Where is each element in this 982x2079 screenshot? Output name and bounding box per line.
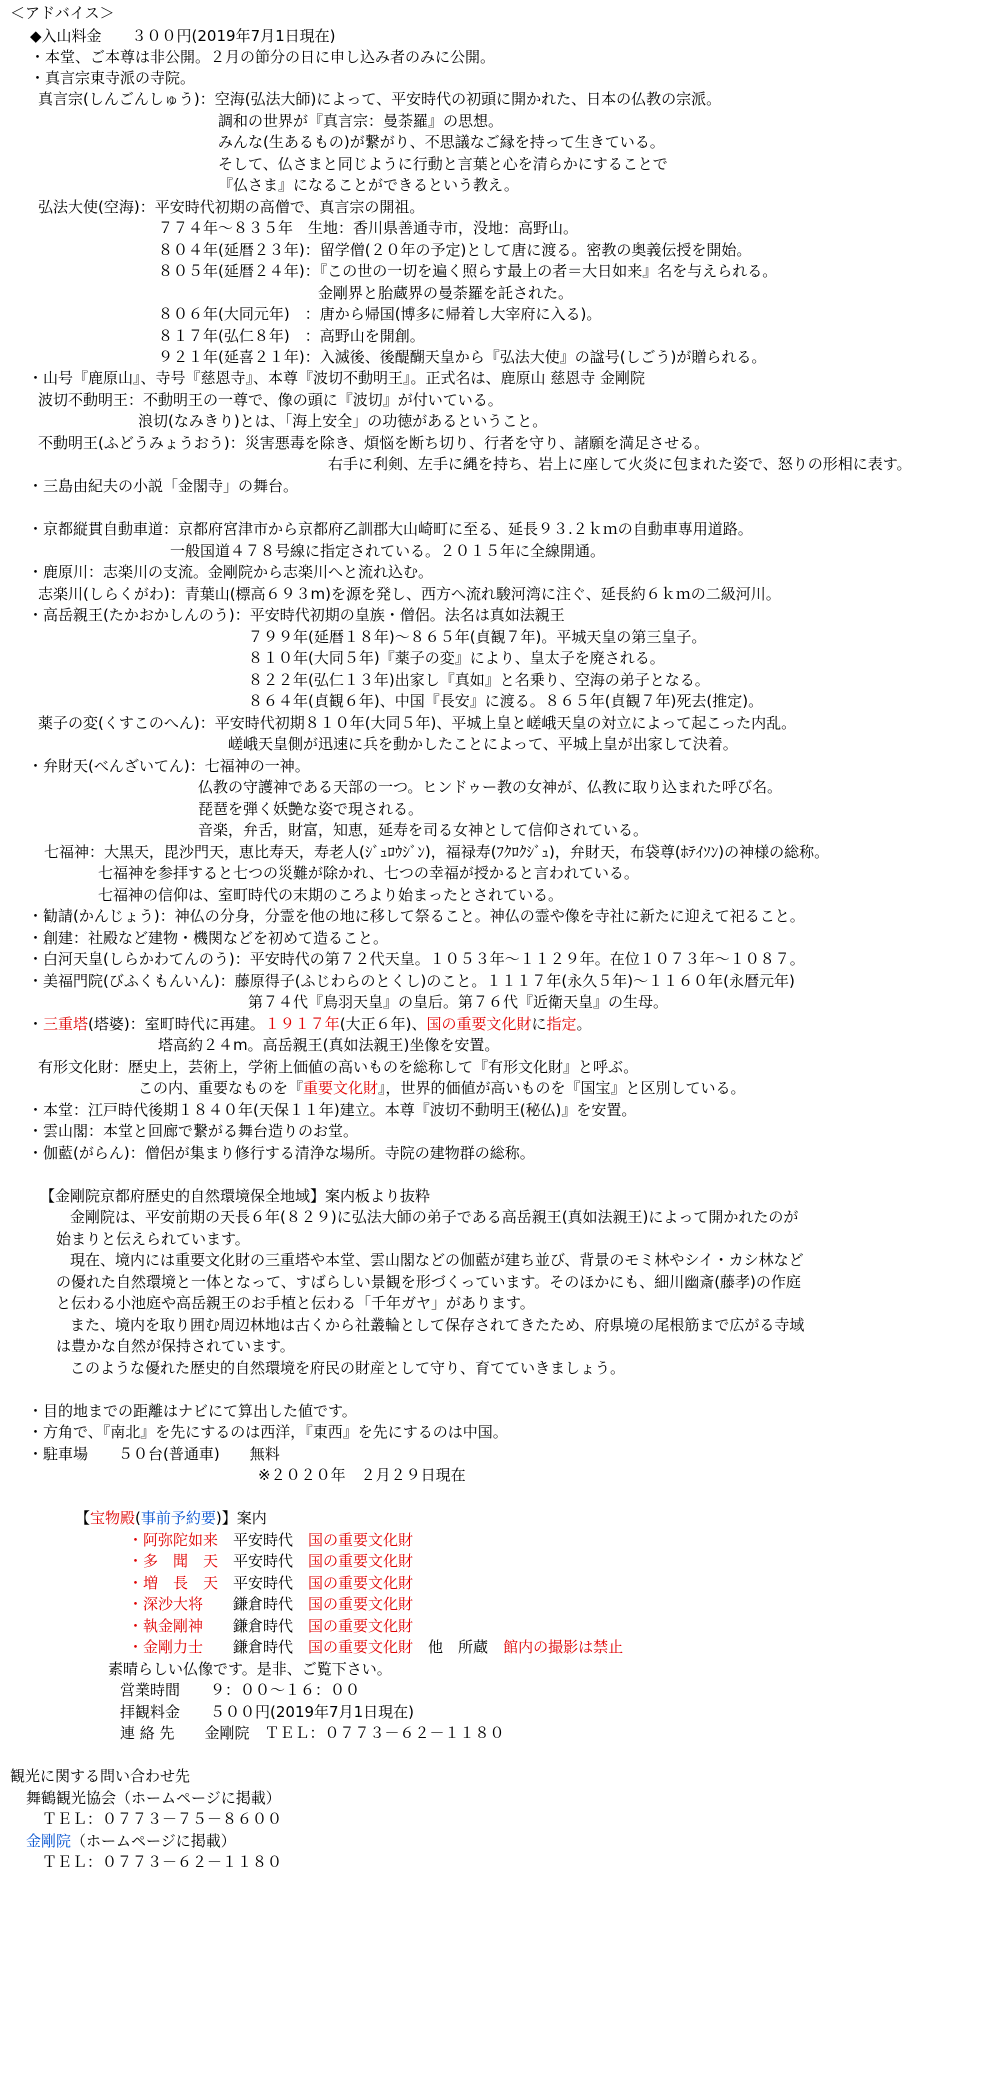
text-segment: みんな(生あるもの)が繋がり、不思議なご縁を持って生きている。	[218, 133, 665, 151]
text-segment: (塔婆)：室町時代に再建。	[88, 1015, 265, 1033]
highlighted-text: 指定	[546, 1015, 577, 1033]
highlighted-text: 国の重要文化財	[308, 1595, 414, 1613]
advice-item	[28, 606, 565, 624]
text-segment: 有形文化財：歴史上，芸術上，学術上価値の高いものを総称して『有形文化財』と呼ぶ。	[38, 1058, 639, 1076]
text-segment: ８０５年(延暦２４年)：『この世の一切を遍く照らす最上の者＝大日如来』名を与えられる。	[158, 262, 778, 280]
text-segment: 素晴らしい仏像です。是非、ご覧下さい。	[108, 1660, 392, 1678]
highlighted-text: 国の重要文化財	[308, 1574, 414, 1592]
term-definition	[38, 391, 503, 409]
text-segment: ・鹿原川：志楽川の支流。金剛院から志楽川へと流れ込む。	[28, 563, 434, 581]
highlighted-text: 国の重要文化財	[308, 1531, 414, 1549]
text-segment: ・伽藍(がらん)：僧侶が集まり修行する清浄な場所。寺院の建物群の総称。	[28, 1144, 535, 1162]
text-segment: ７９９年(延暦１８年)～８６５年(貞観７年)。平城天皇の第三皇子。	[248, 628, 707, 646]
highlighted-text: ・深沙大将	[128, 1595, 204, 1613]
definition-line	[218, 176, 519, 194]
contact-org	[26, 1832, 236, 1850]
definition-line	[138, 1079, 746, 1097]
treasure-hall-heading	[75, 1509, 267, 1527]
text-segment: 他 所蔵	[413, 1638, 504, 1656]
admission-fee	[120, 1703, 414, 1721]
definition-line	[218, 155, 668, 173]
advice-item	[30, 48, 495, 66]
text-segment: 琵琶を弾く妖艶な姿で現される。	[198, 800, 424, 818]
text-segment: 音楽，弁舌，財富，知恵，延寿を司る女神として信仰されている。	[198, 821, 649, 839]
text-segment: (大正６年)、	[339, 1015, 427, 1033]
text-segment: 始まりと伝えられています。	[56, 1230, 250, 1248]
highlighted-text: 三重塔	[43, 1015, 89, 1033]
link-text[interactable]: 事前予約要	[140, 1509, 216, 1527]
text-segment: 平安時代	[218, 1552, 309, 1570]
text-segment: 不動明王(ふどうみょうおう)：災害悪毒を除き、煩悩を断ち切り、行者を守り、諸願を満足させる。	[38, 434, 710, 452]
text-segment: 。	[576, 1015, 592, 1033]
text-segment: ・勧請(かんじょう)：神仏の分身，分霊を他の地に移して祭ること。神仏の霊や像を寺社に新たに迎えて祀ること。	[28, 907, 805, 925]
text-segment: ・駐車場 ５０台(普通車) 無料	[28, 1445, 280, 1463]
text-segment: また、境内を取り囲む周辺林地は古くから社叢輪として保存されてきたため、府県境の尾根筋まで広がる寺域	[70, 1316, 805, 1334]
text-segment: 【	[75, 1509, 91, 1527]
text-segment: 』，世界的価値が高いものを『国宝』と区別している。	[378, 1079, 746, 1097]
text-segment: 塔高約２４m。高岳親王(真如法親王)坐像を安置。	[158, 1036, 500, 1054]
text-segment: ８１７年(弘仁８年) ：高野山を開創。	[158, 327, 425, 345]
term-definition	[38, 90, 721, 108]
text-segment: 調和の世界が『真言宗：曼荼羅』の思想。	[218, 112, 504, 130]
definition-line	[98, 886, 563, 904]
text-segment: 【金剛院京都府歴史的自然環境保全地域】案内板より抜粋	[40, 1187, 431, 1205]
text-segment: ８０６年(大同元年) ：唐から帰国(博多に帰着し大宰府に入る)。	[158, 305, 602, 323]
text-segment: に	[531, 1015, 547, 1033]
text-segment: ・京都縦貫自動車道：京都府宮津市から京都府乙訓郡大山崎町に至る、延長９３.２ｋｍの自動車専用道路。	[28, 520, 753, 538]
text-segment: ・目的地までの距離はナビにて算出した値です。	[28, 1402, 357, 1420]
text-segment: ・真言宗東寺派の寺院。	[30, 69, 196, 87]
definition-line	[218, 112, 503, 130]
advice-item	[28, 1144, 535, 1162]
highlighted-text: １９１７年	[264, 1015, 340, 1033]
contact-org	[26, 1789, 281, 1807]
advice-item	[28, 563, 433, 581]
advice-item	[28, 1101, 636, 1119]
contact-info	[120, 1724, 505, 1742]
text-segment: は豊かな自然が保持されています。	[56, 1337, 295, 1355]
text-segment: そして、仏さまと同じように行動と言葉と心を清らかにすることで	[218, 155, 668, 173]
definition-line	[138, 412, 547, 430]
text-segment: 平安時代	[218, 1531, 309, 1549]
definition-line	[198, 800, 423, 818]
text-segment: と伝わる小池庭や高岳親王のお手植と伝わる「千年ガヤ」があります。	[56, 1294, 535, 1312]
advice-item	[28, 369, 645, 387]
text-segment: 連 絡 先 金剛院 ＴＥＬ：０７７３－６２－１１８０	[120, 1724, 505, 1742]
text-segment: ＜アドバイス＞	[10, 4, 115, 22]
advice-item	[28, 1402, 357, 1420]
text-segment: ＴＥＬ：０７７３－７５－８６００	[42, 1810, 283, 1828]
text-segment: 鎌倉時代	[203, 1617, 309, 1635]
text-segment: )】案内	[215, 1509, 267, 1527]
text-segment: ・本堂：江戸時代後期１８４０年(天保１１年)建立。本尊『波切不動明王(秘仏)』を安置。	[28, 1101, 637, 1119]
text-segment: 舞鶴観光協会（ホームページに掲載）	[26, 1789, 281, 1807]
text-segment: ・三島由紀夫の小説「金閣寺」の舞台。	[28, 477, 299, 495]
definition-line	[228, 735, 738, 753]
section-heading	[10, 4, 115, 22]
text-segment: ・美福門院(びふくもんいん)：藤原得子(ふじわらのとくし)のこと。１１１７年(永久５年)～１１６０年(永暦元年)	[28, 972, 795, 990]
definition-line	[198, 821, 648, 839]
definition-line	[328, 455, 912, 473]
quote-paragraph	[56, 1273, 801, 1291]
highlighted-text: 宝物殿	[90, 1509, 136, 1527]
highlighted-text: 国の重要文化財	[308, 1638, 414, 1656]
text-segment: 一般国道４７８号線に指定されている。２０１５年に全線開通。	[170, 542, 606, 560]
text-segment: ８２２年(弘仁１３年)出家し『真如』と名乗り、空海の弟子となる。	[248, 671, 710, 689]
text-segment: 鎌倉時代	[203, 1638, 309, 1656]
term-definition	[44, 843, 829, 861]
definition-line	[170, 542, 605, 560]
parking-info	[28, 1445, 280, 1463]
term-definition	[38, 198, 424, 216]
highlighted-text: ・金剛力士	[128, 1638, 204, 1656]
text-segment: 七福神の信仰は、室町時代の末期のころより始まったとされている。	[98, 886, 564, 904]
text-segment: 真言宗(しんごんしゅう)：空海(弘法大師)によって、平安時代の初頭に開かれた、日本の仏教の宗派。	[38, 90, 722, 108]
definition-line	[248, 671, 710, 689]
text-segment: ８６４年(貞観６年)、中国『長安』に渡る。８６５年(貞観７年)死去(推定)。	[248, 692, 764, 710]
treasure-item	[128, 1552, 413, 1570]
definition-line	[198, 778, 782, 796]
text-segment: 『仏さま』になることができるという教え。	[218, 176, 519, 194]
contact-tel	[42, 1810, 282, 1828]
text-segment: 仏教の守護神である天部の一つ。ヒンドゥー教の女神が、仏教に取り込まれた呼び名。	[198, 778, 783, 796]
text-segment: 平安時代	[218, 1574, 309, 1592]
text-segment: 拝観料金 ５００円(2019年7月1日現在)	[120, 1703, 414, 1721]
text-segment: ※２０２０年 ２月２９日現在	[258, 1466, 466, 1484]
text-segment: ・本堂、ご本尊は非公開。２月の節分の日に申し込み者のみに公開。	[30, 48, 496, 66]
text-segment: 観光に関する問い合わせ先	[10, 1767, 191, 1785]
text-segment: 金剛界と胎蔵界の曼荼羅を託された。	[318, 284, 574, 302]
text-segment: の優れた自然環境と一体となって、すばらしい景観を形づくっています。そのほかにも、細川幽斎(藤孝)の作庭	[56, 1273, 801, 1291]
text-segment: 志楽川(しらくがわ)：青葉山(標高６９３m)を源を発し、西方へ流れ駿河湾に注ぐ、延長約６ｋｍの二級河川。	[38, 585, 781, 603]
text-segment: ・創建：社殿など建物・機関などを初めて造ること。	[28, 929, 389, 947]
advice-item	[28, 972, 795, 990]
text-segment: この内、重要なものを『	[138, 1079, 304, 1097]
advice-item	[28, 950, 805, 968]
definition-line	[248, 628, 706, 646]
treasure-item	[128, 1595, 413, 1613]
text-segment: ８０４年(延暦２３年)：留学僧(２０年の予定)として唐に渡る。密教の奥義伝授を開始。	[158, 241, 752, 259]
definition-line	[158, 219, 578, 237]
text-segment: 右手に利剣、左手に縄を持ち、岩上に座して火炎に包まれた姿で、怒りの形相に表す。	[328, 455, 912, 473]
text-segment: 七福神を参拝すると七つの災難が除かれ、七つの幸福が授かると言われている。	[98, 864, 639, 882]
text-segment: ・方角で、『南北』を先にするのは西洋，『東西』を先にするのは中国。	[28, 1423, 508, 1441]
text-segment: ・高岳親王(たかおかしんのう)：平安時代初期の皇族・僧侶。法名は真如法親王	[28, 606, 565, 624]
treasure-item	[128, 1638, 623, 1656]
term-definition	[38, 714, 796, 732]
text-segment: 第７４代『鳥羽天皇』の皇后。第７６代『近衛天皇』の生母。	[248, 993, 669, 1011]
definition-line	[158, 348, 766, 366]
opening-hours	[120, 1681, 360, 1699]
text-segment: 薬子の変(くすこのへん)：平安時代初期８１０年(大同５年)、平城上皇と嵯峨天皇の対立によって起こった内乱。	[38, 714, 797, 732]
term-definition	[38, 1058, 638, 1076]
text-segment: 営業時間 ９：００～１６：００	[120, 1681, 361, 1699]
text-segment: 七福神：大黒天，毘沙門天，恵比寿天，寿老人(ｼﾞｭﾛｳｼﾞﾝ)，福禄寿(ﾌｸﾛｸｼﾞｭ)，弁財天，布袋尊(ﾎﾃｲｿﾝ)の神様の総称。	[44, 843, 830, 861]
term-definition	[38, 585, 781, 603]
text-segment: 金剛院は、平安前期の天長６年(８２９)に弘法大師の弟子である高岳親王(真如法親王)によって開かれたのが	[70, 1208, 799, 1226]
definition-line	[98, 864, 639, 882]
text-segment: 現在、境内には重要文化財の三重塔や本堂、雲山閣などの伽藍が建ち並び、背景のモミ林やシイ・カシ林など	[70, 1251, 804, 1269]
admission-fee	[30, 27, 336, 45]
advice-item	[28, 1423, 508, 1441]
quote-paragraph	[70, 1251, 804, 1269]
advice-item	[30, 69, 195, 87]
text-segment: (	[135, 1509, 141, 1527]
definition-line	[158, 327, 425, 345]
quote-paragraph	[56, 1294, 535, 1312]
highlighted-text: 国の重要文化財	[308, 1617, 414, 1635]
highlighted-text: ・増 長 天	[128, 1574, 219, 1592]
highlighted-text: 館内の撮影は禁止	[503, 1638, 624, 1656]
treasure-item	[128, 1574, 413, 1592]
advice-item	[28, 1122, 358, 1140]
contact-tel	[42, 1853, 282, 1871]
highlighted-text: 国の重要文化財	[308, 1552, 414, 1570]
text-segment: 波切不動明王：不動明王の一尊で、像の頭に『波切』が付いている。	[38, 391, 503, 409]
as-of-date	[258, 1466, 466, 1484]
text-segment: 浪切(なみきり)とは、「海上安全」の功徳があるということ。	[138, 412, 548, 430]
advice-item	[28, 477, 298, 495]
quote-paragraph	[56, 1337, 295, 1355]
pagoda-item	[28, 1015, 592, 1033]
text-segment: （ホームページに掲載）	[71, 1832, 236, 1850]
quote-paragraph	[70, 1208, 798, 1226]
term-definition	[38, 434, 709, 452]
advice-item	[28, 520, 753, 538]
text-segment: ８１０年(大同５年)『薬子の変』により、皇太子を廃される。	[248, 649, 665, 667]
highlighted-text: ・阿弥陀如来	[128, 1531, 219, 1549]
advice-item	[28, 757, 310, 775]
text-segment: ・白河天皇(しらかわてんのう)：平安時代の第７２代天皇。１０５３年～１１２９年。在位１０７３年～１０８７。	[28, 950, 805, 968]
text-segment: ＴＥＬ：０７７３－６２－１１８０	[42, 1853, 283, 1871]
quote-paragraph	[56, 1230, 250, 1248]
text-segment: 嵯峨天皇側が迅速に兵を動かしたことによって、平城上皇が出家して決着。	[228, 735, 738, 753]
highlighted-text: ・多 聞 天	[128, 1552, 219, 1570]
text-segment: ◆入山料金 ３００円(2019年7月1日現在)	[30, 27, 336, 45]
text-segment: ・山号『鹿原山』、寺号『慈恩寺』、本尊『波切不動明王』。正式名は、鹿原山 慈恩寺 金剛院	[28, 369, 646, 387]
highlighted-text: ・執金剛神	[128, 1617, 204, 1635]
text-segment: 鎌倉時代	[203, 1595, 309, 1613]
definition-line	[158, 241, 751, 259]
definition-line	[248, 993, 668, 1011]
definition-line	[158, 1036, 499, 1054]
treasure-item	[128, 1531, 413, 1549]
definition-line	[248, 649, 665, 667]
advice-item	[28, 929, 388, 947]
text-segment: ・弁財天(べんざいてん)：七福神の一神。	[28, 757, 310, 775]
quote-paragraph	[70, 1359, 625, 1377]
inquiry-heading	[10, 1767, 190, 1785]
quote-title	[40, 1187, 430, 1205]
highlighted-text: 国の重要文化財	[426, 1015, 532, 1033]
definition-line	[248, 692, 763, 710]
text-segment: ９２１年(延喜２１年)：入滅後、後醍醐天皇から『弘法大使』の諡号(しごう)が贈られる。	[158, 348, 767, 366]
definition-line	[158, 262, 777, 280]
link-text[interactable]: 金剛院	[26, 1832, 72, 1850]
quote-paragraph	[70, 1316, 804, 1334]
definition-line	[318, 284, 573, 302]
text-segment: このような優れた歴史的自然環境を府民の財産として守り、育てていきましょう。	[70, 1359, 626, 1377]
treasure-item	[128, 1617, 413, 1635]
advice-item	[28, 907, 805, 925]
text-segment: ・雲山閣：本堂と回廊で繋がる舞台造りのお堂。	[28, 1122, 359, 1140]
definition-line	[218, 133, 665, 151]
text-segment: 弘法大使(空海)：平安時代初期の高僧で、真言宗の開祖。	[38, 198, 425, 216]
highlighted-text: 重要文化財	[303, 1079, 379, 1097]
treasure-note	[108, 1660, 392, 1678]
text-segment: ・	[28, 1015, 44, 1033]
text-segment: ７７４年～８３５年 生地：香川県善通寺市，没地：高野山。	[158, 219, 579, 237]
definition-line	[158, 305, 601, 323]
